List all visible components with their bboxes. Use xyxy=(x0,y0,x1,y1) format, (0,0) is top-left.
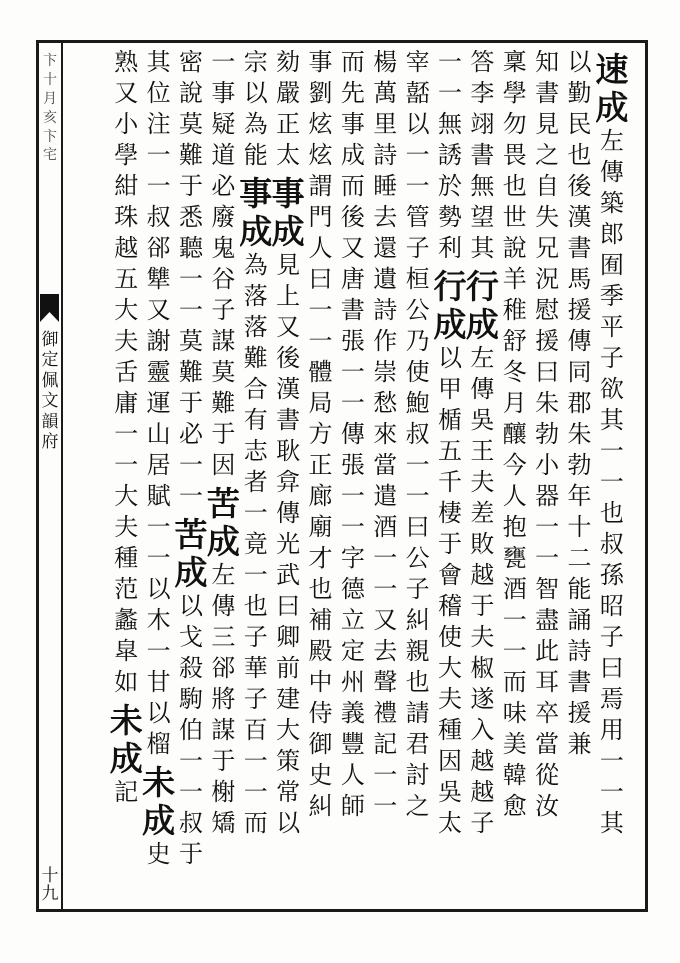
book-title: 御定佩文韻府 xyxy=(41,330,59,452)
text-segment: 知 書 見 之 自 失 兄 況 慰 援 曰 朱 勃 小 器 一 一 智 盡 此 耳 卒 當 從 汝 xyxy=(535,50,560,820)
text-segment: 劾 嚴 正 太 xyxy=(276,50,301,169)
entry-heading: 苦 成 xyxy=(174,515,208,592)
text-column xyxy=(434,50,466,900)
text-segment: 密 說 莫 難 于 悉 聽 一 一 莫 難 于 必 一 一 xyxy=(178,50,203,510)
text-segment: 左 傳 築 郎 囿 季 平 子 欲 其 一 一 也 叔 孫 昭 子 曰 焉 用 一 一 其 xyxy=(599,127,624,837)
text-column xyxy=(563,50,595,900)
text-segment: 以 甲 楯 五 千 棲 于 會 稽 使 大 夫 種 因 吳 太 xyxy=(437,344,462,837)
text-segment: 楊 萬 里 詩 睡 去 還 遺 詩 作 崇 愁 來 當 遣 酒 一 一 又 去 聲 禮 記 一 一 xyxy=(373,50,398,820)
fishtail-mark-icon xyxy=(40,294,59,322)
text-segment: 以 勤 民 也 後 漢 書 馬 援 傳 同 郡 朱 勃 年 十 二 能 誦 詩 書 援 兼 xyxy=(567,50,592,758)
text-segment: 史 xyxy=(146,840,171,868)
text-segment: 左 傳 吳 王 夫 差 敗 越 于 夫 椒 遂 入 越 越 子 xyxy=(470,344,495,837)
margin-top-text: 卞十月亥卞宅 xyxy=(43,53,57,164)
text-column xyxy=(175,50,207,900)
text-segment: 見 上 又 後 漢 書 耿 弇 傳 光 武 曰 卿 前 建 大 策 常 以 xyxy=(276,251,301,837)
text-columns xyxy=(110,50,628,900)
text-segment: 熟 又 小 學 紺 珠 越 五 大 夫 舌 庸 一 一 大 夫 種 范 蠡 皐 如 xyxy=(114,50,139,696)
text-segment: 宗 以 為 能 xyxy=(243,50,268,169)
entry-heading: 行 成 xyxy=(466,267,499,344)
text-segment: 宰 嚭 以 一 一 管 子 桓 公 乃 使 鮑 叔 一 一 曰 公 子 糾 親 也 請 君 討 之 xyxy=(405,50,430,820)
text-segment: 以 戈 殺 駒 伯 一 一 叔 于 xyxy=(178,592,203,868)
text-segment: 其 位 注 一 一 叔 郤 犨 又 謝 靈 運 山 居 賦 一 一 以 木 一 甘 以 榴 xyxy=(146,50,171,758)
text-segment: 左 傳 三 郤 將 謀 于 榭 矯 xyxy=(211,561,236,837)
text-segment: 事 劉 炫 炫 謂 門 人 曰 一 一 體 局 方 正 廊 廟 才 也 補 殿 中 侍 御 史 糾 xyxy=(308,50,333,820)
text-column xyxy=(240,50,272,900)
entry-heading: 苦 成 xyxy=(207,484,240,561)
text-column xyxy=(499,50,531,900)
text-column xyxy=(272,50,304,900)
spine-divider xyxy=(61,40,63,912)
text-segment: 記 xyxy=(114,778,139,806)
text-column xyxy=(110,50,142,900)
text-segment: 一 事 疑 道 必 廢 鬼 谷 子 謀 莫 難 于 因 xyxy=(211,50,236,479)
text-column xyxy=(304,50,336,900)
text-column xyxy=(531,50,563,900)
text-segment: 稟 學 勿 畏 也 世 說 羊 稚 舒 冬 月 釀 今 人 抱 甕 酒 一 一 而 味 美 韓 愈 xyxy=(502,50,527,820)
text-segment: 為 落 落 難 合 有 志 者 一 竟 一 也 子 華 子 百 一 一 而 xyxy=(243,251,268,837)
text-segment: 而 先 事 成 而 後 又 唐 書 張 一 一 傳 張 一 一 字 德 立 定 州 義 豐 人 師 xyxy=(340,50,365,820)
entry-heading: 速 成 xyxy=(595,50,628,127)
text-segment: 答 李 翊 書 無 望 其 xyxy=(470,50,495,262)
entry-heading: 事 成 xyxy=(239,174,272,251)
text-column xyxy=(401,50,433,900)
text-column xyxy=(466,50,498,900)
text-segment: 一 一 無 誘 於 勢 利 xyxy=(437,50,462,262)
entry-heading: 未 成 xyxy=(110,701,143,778)
entry-heading: 事 成 xyxy=(271,174,305,251)
text-column xyxy=(337,50,369,900)
text-column xyxy=(369,50,401,900)
text-column xyxy=(142,50,174,900)
entry-heading: 行 成 xyxy=(433,267,467,344)
text-column xyxy=(207,50,239,900)
text-column xyxy=(596,50,628,900)
entry-heading: 未 成 xyxy=(142,763,175,840)
page-number: 十九 xyxy=(41,866,59,904)
